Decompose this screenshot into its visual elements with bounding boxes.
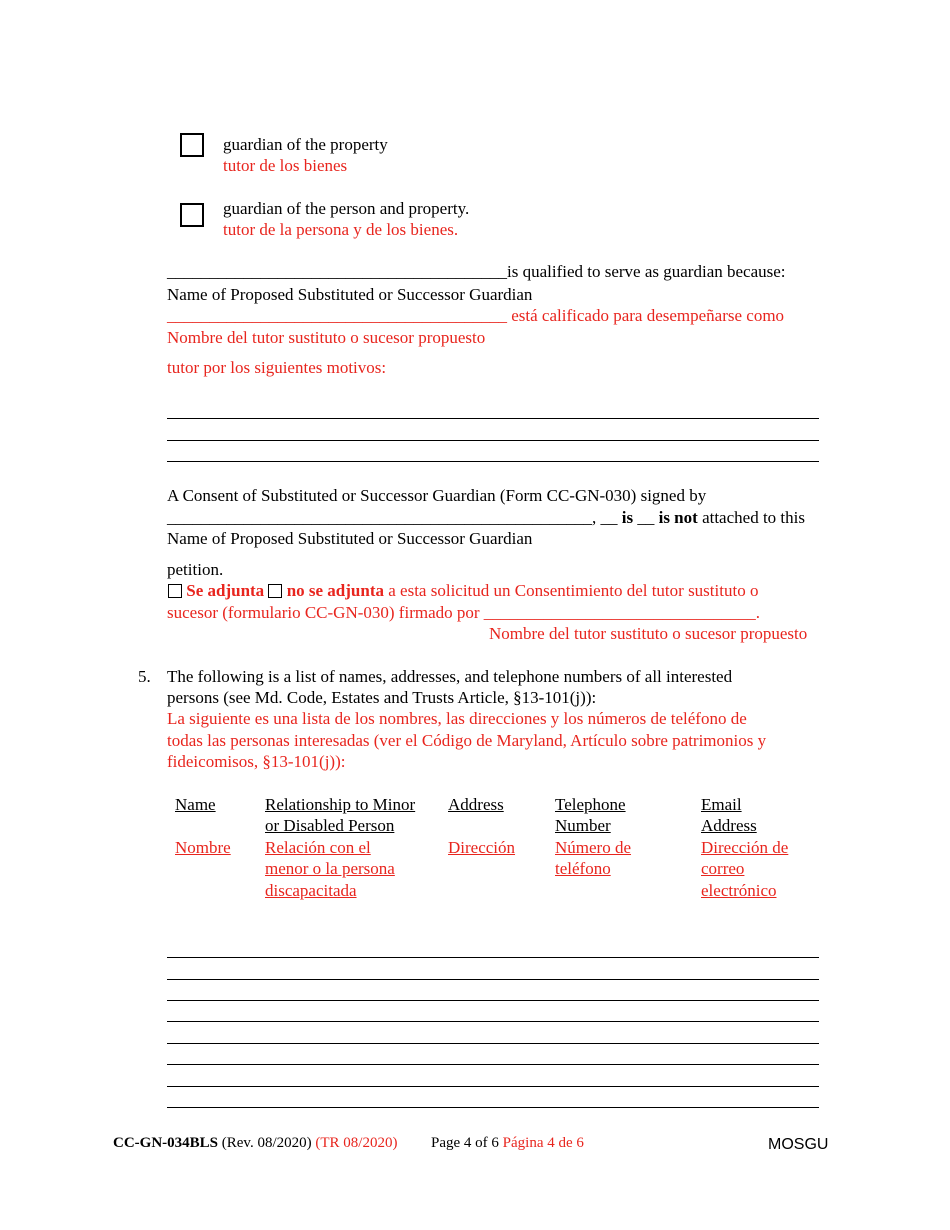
page-en: Page 4 of 6 xyxy=(431,1135,499,1151)
entry-line-6[interactable] xyxy=(167,1064,819,1065)
checkbox-se-adjunta[interactable] xyxy=(168,584,182,598)
qualified-es-label: Nombre del tutor sustituto o sucesor propuesto xyxy=(167,328,486,347)
section5-es-line1: La siguiente es una lista de los nombres, las direcciones y los números de teléfono de xyxy=(167,709,747,728)
col-email-en: Email Address xyxy=(701,795,757,836)
consent-name-blank[interactable]: __________________________________________________ xyxy=(167,508,592,527)
consent-es-line2: sucesor (formulario CC-GN-030) firmado por ________________________________. xyxy=(167,603,761,622)
col-telephone-en: Telephone Number xyxy=(555,795,626,836)
page-es: Página 4 de 6 xyxy=(502,1135,584,1151)
col-relationship-es: Relación con el menor o la persona discapacitada xyxy=(265,838,395,900)
col-name-es: Nombre xyxy=(175,838,231,857)
consent-es-line1: Se adjunta no se adjunta a esta solicitud un Consentimiento del tutor sustituto o xyxy=(168,580,758,601)
consent-en-line1: A Consent of Substituted or Successor Guardian (Form CC-GN-030) signed by xyxy=(167,486,707,505)
col-address-es: Dirección xyxy=(448,838,516,857)
section5-number: 5. xyxy=(138,667,151,686)
qualified-es-suffix: está calificado para desempeñarse como xyxy=(507,306,785,325)
option-property-en: guardian of the property xyxy=(223,135,388,154)
col-address-en: Address xyxy=(448,795,504,814)
consent-es-label: Nombre del tutor sustituto o sucesor propuesto xyxy=(489,624,808,643)
qualified-en-line xyxy=(167,261,786,282)
entry-line-3[interactable] xyxy=(167,1000,819,1001)
is-not-option[interactable]: is not xyxy=(658,508,698,527)
checkbox-no-se-adjunta[interactable] xyxy=(268,584,282,598)
entry-line-5[interactable] xyxy=(167,1043,819,1044)
reason-line-3[interactable] xyxy=(167,461,819,462)
form-id: CC-GN-034BLS xyxy=(113,1135,219,1151)
section5-es-line2: todas las personas interesadas (ver el Código de Maryland, Artículo sobre patrimonios y xyxy=(167,731,767,750)
col-telephone-es: Número de teléfono xyxy=(555,838,632,879)
entry-line-7[interactable] xyxy=(167,1086,819,1087)
entry-line-1[interactable] xyxy=(167,957,819,958)
consent-en-label: Name of Proposed Substituted or Successor Guardian xyxy=(167,529,533,548)
se-adjunta-label: Se adjunta xyxy=(186,581,265,600)
reason-line-2[interactable] xyxy=(167,440,819,441)
section5-en-line2: persons (see Md. Code, Estates and Trusts Article, §13-101(j)): xyxy=(167,688,597,707)
form-tr: (TR 08/2020) xyxy=(315,1135,398,1151)
checkbox-guardian-person-property[interactable] xyxy=(180,203,204,227)
col-name-en: Name xyxy=(175,795,216,814)
option-property-es: tutor de los bienes xyxy=(223,156,348,175)
consent-en-line2: __________________________________________________, __ is __ is not attached to this xyxy=(167,508,805,527)
col-relationship-en: Relationship to Minor or Disabled Person xyxy=(265,795,416,836)
entry-line-8[interactable] xyxy=(167,1107,819,1108)
form-rev: (Rev. 08/2020) xyxy=(218,1135,316,1151)
footer-page xyxy=(431,1134,584,1153)
footer-form-info xyxy=(113,1134,397,1153)
qualified-es-cont: tutor por los siguientes motivos: xyxy=(167,358,387,377)
qualified-en-suffix: is qualified to serve as guardian because: xyxy=(507,262,786,281)
is-option[interactable]: is xyxy=(621,508,634,527)
no-se-adjunta-label: no se adjunta xyxy=(286,581,384,600)
entry-line-4[interactable] xyxy=(167,1021,819,1022)
guardian-name-blank-es[interactable]: ________________________________________ xyxy=(167,306,507,325)
section5-es-line3: fideicomisos, §13-101(j)): xyxy=(167,752,346,771)
entry-line-2[interactable] xyxy=(167,979,819,980)
qualified-en-label: Name of Proposed Substituted or Successor Guardian xyxy=(167,285,533,304)
col-email-es: Dirección de correo electrónico xyxy=(701,838,789,900)
option-person-property-es: tutor de la persona y de los bienes. xyxy=(223,220,459,239)
guardian-name-blank[interactable]: ________________________________________ xyxy=(167,262,507,281)
qualified-es-line xyxy=(167,305,784,326)
footer-code: MOSGU xyxy=(768,1136,829,1153)
option-person-property-en: guardian of the person and property. xyxy=(223,199,470,218)
consent-petition: petition. xyxy=(167,560,224,579)
reason-line-1[interactable] xyxy=(167,418,819,419)
section5-en-line1: The following is a list of names, addresses, and telephone numbers of all interested xyxy=(167,667,733,686)
checkbox-guardian-property[interactable] xyxy=(180,133,204,157)
